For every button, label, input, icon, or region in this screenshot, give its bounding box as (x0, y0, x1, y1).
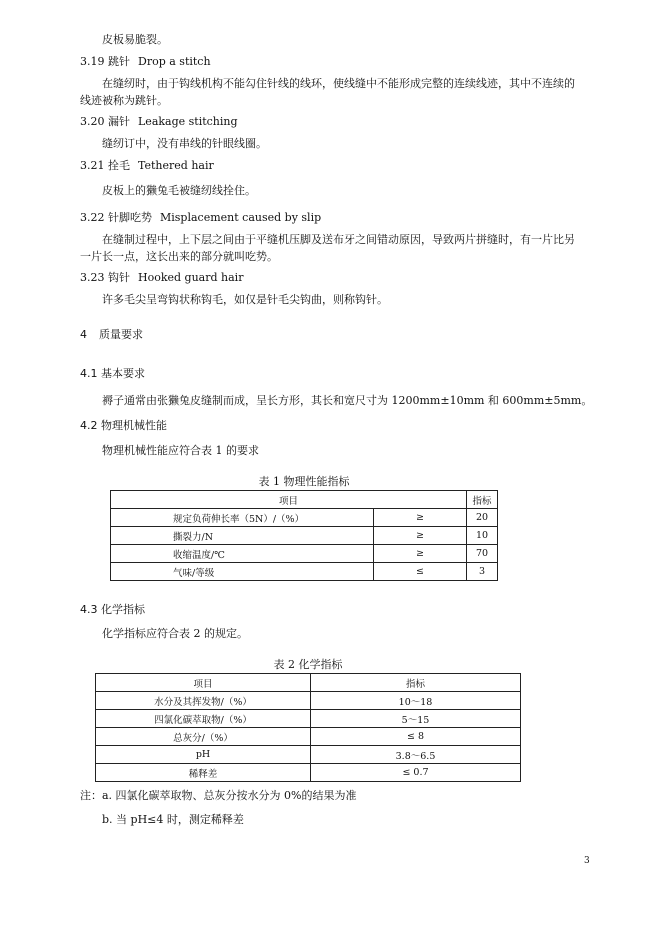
table-row (96, 764, 521, 782)
row-operator: ≥ (374, 509, 467, 527)
basic-requirement-text: 褥子通常由张獭兔皮缝制而成，呈长方形，其长和宽尺寸为 1200mm±10mm 和 600mm±5mm。 (102, 394, 593, 407)
table-1-caption: 表 1 物理性能指标 (258, 475, 350, 488)
term-heading-3-20 (80, 114, 238, 130)
table-row (111, 563, 498, 581)
header-value: 指标 (311, 674, 521, 692)
term-number: 3.22 (80, 211, 105, 224)
row-item: 收缩温度/℃ (111, 545, 374, 563)
term-number: 3.21 (80, 159, 105, 172)
term-english: Misplacement caused by slip (160, 211, 322, 224)
table-row (96, 746, 521, 764)
term-chinese: 钩针 (108, 271, 130, 284)
row-value: ≤ 8 (311, 728, 521, 746)
row-operator: ≤ (374, 563, 467, 581)
definition-3-23: 许多毛尖呈弯钩状称钩毛，如仅是针毛尖钩曲，则称钩针。 (102, 293, 388, 306)
term-english: Tethered hair (138, 159, 214, 172)
table-row (111, 527, 498, 545)
term-chinese: 跳针 (108, 55, 130, 68)
term-heading-3-19 (80, 54, 211, 70)
definition-3-19-line-1: 在缝纫时，由于钩线机构不能勾住针线的线环，使线缝中不能形成完整的连续线迹，其中不连续的 (102, 77, 575, 90)
row-item: 四氯化碳萃取物/（%） (96, 710, 311, 728)
definition-3-19-line-2: 线迹被称为跳针。 (80, 94, 168, 107)
row-item: 规定负荷伸长率（5N）/（%） (111, 509, 374, 527)
table-row (111, 509, 498, 527)
table-header-row (96, 674, 521, 692)
row-operator: ≥ (374, 527, 467, 545)
row-operator: ≥ (374, 545, 467, 563)
term-chinese: 拴毛 (108, 159, 130, 172)
term-heading-3-21 (80, 158, 214, 174)
table-row (111, 545, 498, 563)
subsection-heading-4-3: 4.3 化学指标 (80, 603, 145, 616)
row-value: 70 (467, 545, 498, 563)
term-number: 3.20 (80, 115, 105, 128)
row-value: 10～18 (311, 692, 521, 710)
physical-requirement-text: 物理机械性能应符合表 1 的要求 (102, 444, 259, 457)
row-item: 气味/等级 (111, 563, 374, 581)
term-chinese: 漏针 (108, 115, 130, 128)
row-value: 5～15 (311, 710, 521, 728)
paragraph-continuation: 皮板易脆裂。 (102, 33, 168, 46)
table-row (96, 692, 521, 710)
header-value: 指标 (467, 491, 498, 509)
row-item: pH (96, 746, 311, 764)
term-number: 3.19 (80, 55, 105, 68)
note-a: 注：a. 四氯化碳萃取物、总灰分按水分为 0%的结果为准 (80, 789, 357, 802)
table-row (96, 728, 521, 746)
term-english: Leakage stitching (138, 115, 238, 128)
definition-3-22-line-1: 在缝制过程中，上下层之间由于平缝机压脚及送布牙之间错动原因，导致两片拼缝时，有一片比另 (102, 233, 575, 246)
table-1 (110, 490, 498, 581)
row-item: 总灰分/（%） (96, 728, 311, 746)
page-number: 3 (584, 856, 590, 866)
header-item: 项目 (111, 491, 467, 509)
row-item: 水分及其挥发物/（%） (96, 692, 311, 710)
term-heading-3-22 (80, 210, 321, 226)
row-item: 稀释差 (96, 764, 311, 782)
note-b: b. 当 pH≤4 时，测定稀释差 (102, 813, 244, 826)
row-value: ≤ 0.7 (311, 764, 521, 782)
table-header-row (111, 491, 498, 509)
row-value: 3.8～6.5 (311, 746, 521, 764)
chemical-requirement-text: 化学指标应符合表 2 的规定。 (102, 627, 248, 640)
row-value: 3 (467, 563, 498, 581)
table-2 (95, 673, 521, 782)
term-number: 3.23 (80, 271, 105, 284)
table-row (96, 710, 521, 728)
term-chinese: 针脚吃势 (108, 211, 152, 224)
row-value: 20 (467, 509, 498, 527)
subsection-heading-4-2: 4.2 物理机械性能 (80, 419, 167, 432)
term-heading-3-23 (80, 270, 243, 286)
term-english: Drop a stitch (138, 55, 211, 68)
section-title: 质量要求 (99, 328, 143, 341)
subsection-heading-4-1: 4.1 基本要求 (80, 367, 145, 380)
definition-3-20: 缝纫订中，没有串线的针眼线圈。 (102, 137, 267, 150)
definition-3-22-line-2: 一片长一点，这长出来的部分就叫吃势。 (80, 250, 278, 263)
section-heading-4 (80, 327, 143, 343)
section-number: 4 (80, 328, 87, 341)
row-item: 撕裂力/N (111, 527, 374, 545)
row-value: 10 (467, 527, 498, 545)
term-english: Hooked guard hair (138, 271, 244, 284)
header-item: 项目 (96, 674, 311, 692)
definition-3-21: 皮板上的獭兔毛被缝纫线拴住。 (102, 184, 256, 197)
table-2-caption: 表 2 化学指标 (273, 658, 343, 671)
